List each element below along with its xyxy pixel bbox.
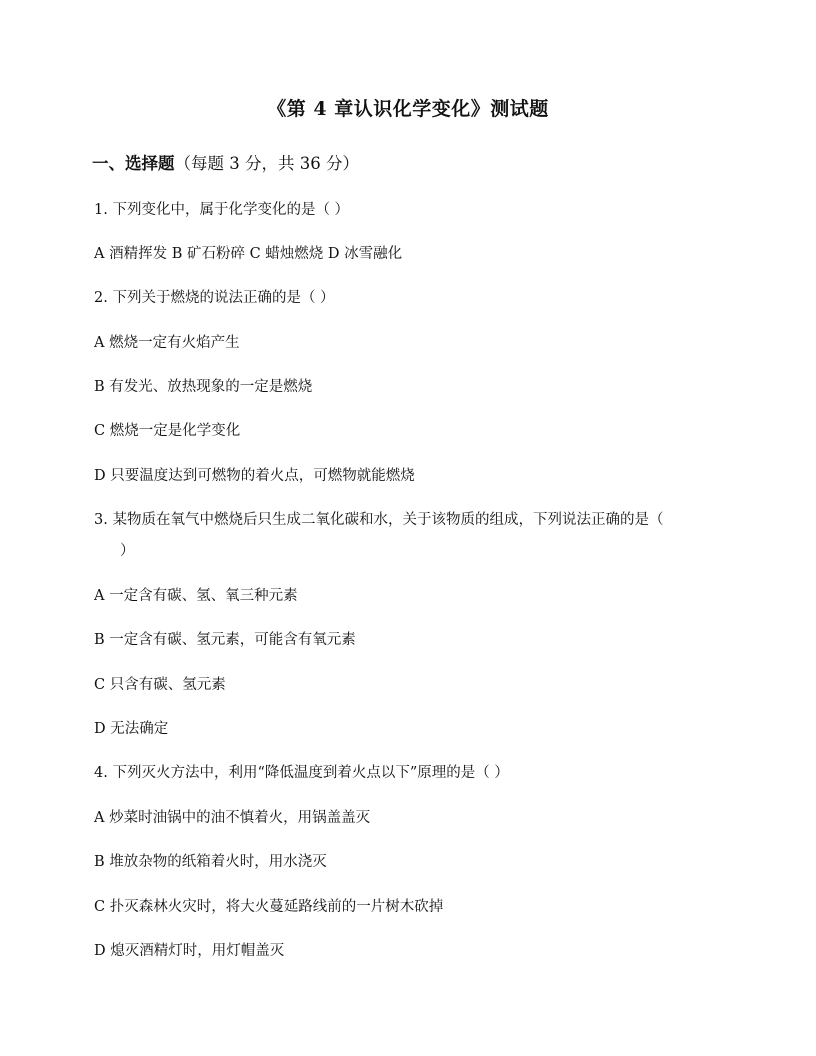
question-4-stem: 4. 下列灭火方法中，利用“降低温度到着火点以下”原理的是（ ）	[94, 765, 509, 781]
question-3-stem-continuation: ）	[120, 543, 135, 559]
section-heading-label: 一、选择题	[92, 154, 175, 173]
question-2-option-a: A 燃烧一定有火焰产生	[94, 335, 240, 351]
question-2-stem: 2. 下列关于燃烧的说法正确的是（ ）	[94, 290, 335, 306]
question-4-option-c: C 扑灭森林火灾时，将大火蔓延路线前的一片树木砍掉	[94, 899, 444, 915]
question-4-option-a: A 炒菜时油锅中的油不慎着火，用锅盖盖灭	[94, 810, 371, 826]
question-1-options: A 酒精挥发 B 矿石粉碎 C 蜡烛燃烧 D 冰雪融化	[94, 246, 403, 262]
question-3-option-b: B 一定含有碳、氢元素，可能含有氧元素	[94, 632, 356, 648]
question-4-option-b: B 堆放杂物的纸箱着火时，用水浇灭	[94, 854, 327, 870]
question-4-option-d: D 熄灭酒精灯时，用灯帽盖灭	[94, 943, 285, 959]
question-3-option-a: A 一定含有碳、氢、氧三种元素	[94, 588, 298, 604]
question-3-option-d: D 无法确定	[94, 721, 169, 737]
section-heading-note: （每题 3 分，共 36 分）	[174, 154, 359, 173]
question-2-option-c: C 燃烧一定是化学变化	[94, 423, 241, 439]
question-2-option-d: D 只要温度达到可燃物的着火点，可燃物就能燃烧	[94, 468, 415, 484]
section-heading	[92, 150, 359, 174]
question-1-stem: 1. 下列变化中，属于化学变化的是（ ）	[94, 202, 350, 218]
document-title: 《第 4 章认识化学变化》测试题	[267, 98, 549, 120]
question-2-option-b: B 有发光、放热现象的一定是燃烧	[94, 379, 313, 395]
question-3-stem: 3. 某物质在氧气中燃烧后只生成二氧化碳和水，关于该物质的组成，下列说法正确的是（	[94, 512, 664, 528]
question-3-option-c: C 只含有碳、氢元素	[94, 677, 226, 693]
